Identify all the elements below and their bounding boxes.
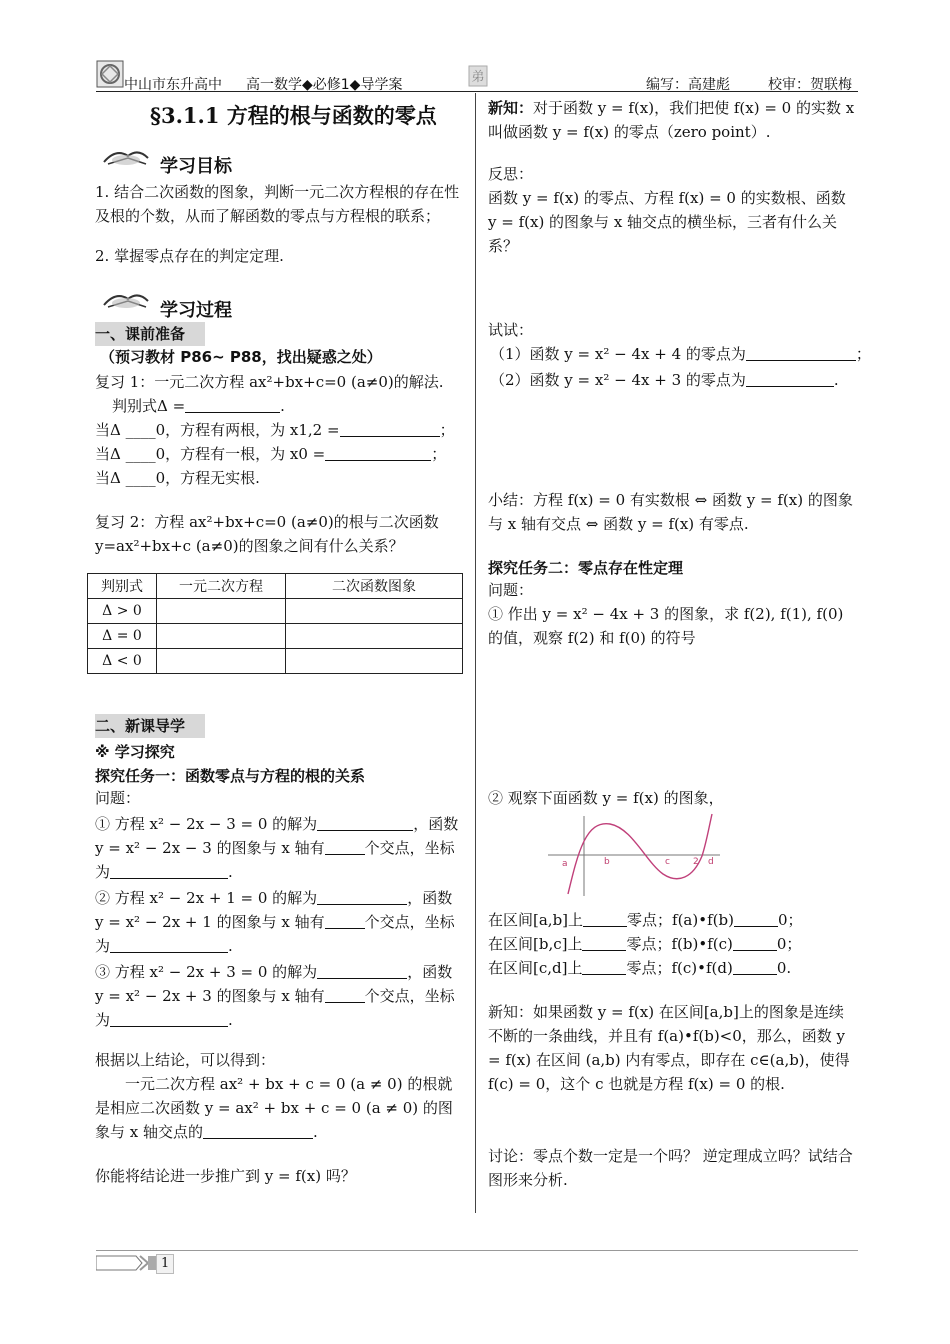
- task-2-heading: 探究任务二：零点存在性定理: [488, 559, 684, 577]
- summary: 小结：方程 f(x) = 0 有实数根 ⇔ 函数 y = f(x) 的图象与 x 轴有交点 ⇔ 函数 y = f(x) 有零点.: [488, 491, 853, 533]
- book-icon: [100, 140, 152, 168]
- try-1: （1）函数 y = x² − 4x + 4 的零点为: [490, 345, 746, 363]
- blank[interactable]: [746, 370, 834, 387]
- review-2b: y=ax²+bx+c (a≠0)的图象之间有什么关系？: [95, 537, 404, 555]
- review-1: 复习 1：一元二次方程 ax²+bx+c=0 (a≠0)的解法.: [95, 373, 444, 391]
- table-cell: Δ = 0: [88, 624, 157, 649]
- two-roots-line: 当Δ ____0，方程有两根，为 x1,2 =: [95, 421, 340, 439]
- generalize-question: 你能将结论进一步推广到 y = f(x) 吗？: [95, 1167, 356, 1185]
- q1-text: 个交点，坐标: [364, 839, 455, 857]
- goal-1: 1. 结合二次函数的图象，判断一元二次方程根的存在性及根的个数，从而了解函数的零点与方程根的联系；: [95, 183, 460, 225]
- question-label: 问题：: [95, 789, 141, 807]
- discussion: 讨论：零点个数一定是一个吗？ 逆定理成立吗？试结合图形来分析.: [488, 1147, 853, 1189]
- reviewer: 校审：贺联梅: [768, 77, 852, 93]
- header-rule: [96, 91, 858, 92]
- table-cell: Δ < 0: [88, 649, 157, 674]
- try-2: （2）函数 y = x² − 4x + 3 的零点为: [490, 371, 746, 389]
- table-cell[interactable]: [286, 599, 463, 624]
- table-cell[interactable]: [157, 649, 286, 674]
- interval-2: 在区间[b,c]上: [488, 935, 583, 953]
- svg-text:弟: 弟: [471, 70, 485, 85]
- editor: 编写：高建彪: [646, 77, 730, 93]
- conclusion-intro: 根据以上结论，可以得到：: [95, 1051, 276, 1069]
- arrow-tab-icon: [96, 1254, 156, 1272]
- blank[interactable]: [185, 396, 280, 413]
- page-number: 1: [156, 1254, 174, 1274]
- no-root-line: 当Δ ____0，方程无实根.: [95, 469, 260, 487]
- blank[interactable]: [582, 958, 626, 975]
- section-new: 二、新课导学: [95, 714, 205, 738]
- q1-text: y = x² − 2x − 3 的图象与 x 轴有: [95, 839, 325, 857]
- reflect-label: 反思：: [488, 165, 534, 183]
- q1-text: 为: [95, 863, 111, 881]
- footer-rule: [96, 1250, 858, 1251]
- blank[interactable]: [746, 344, 856, 361]
- q3-text: 为: [95, 1011, 111, 1029]
- function-graph: [548, 812, 723, 897]
- interval-1: 零点；f(a)•f(b): [627, 911, 734, 929]
- interval-1: 在区间[a,b]上: [488, 911, 584, 929]
- table-cell[interactable]: [286, 649, 463, 674]
- section-prep: 一、课前准备: [95, 322, 205, 346]
- discriminant-table: [87, 573, 463, 674]
- blank[interactable]: [583, 910, 627, 927]
- interval-3: 0.: [776, 959, 792, 977]
- blank[interactable]: [340, 420, 440, 437]
- one-root-line: 当Δ ____0，方程有一根，为 x0 =: [95, 445, 326, 463]
- table-header: 判别式: [88, 574, 157, 599]
- q3-text: y = x² − 2x + 3 的图象与 x 轴有: [95, 987, 325, 1005]
- blank[interactable]: [110, 936, 228, 953]
- q2-text: ② 方程 x² − 2x + 1 = 0 的解为: [95, 889, 318, 907]
- book-icon-2: [100, 283, 152, 311]
- blank[interactable]: [317, 814, 413, 831]
- process-heading: 学习过程: [160, 300, 232, 321]
- q1-text: ① 方程 x² − 2x − 3 = 0 的解为: [95, 815, 318, 833]
- review-2a: 复习 2：方程 ax²+bx+c=0 (a≠0)的根与二次函数: [95, 513, 439, 531]
- watermark-icon: [467, 64, 489, 88]
- table-header: 二次函数图象: [286, 574, 463, 599]
- table-cell[interactable]: [157, 624, 286, 649]
- blank[interactable]: [317, 888, 407, 905]
- graph-label-b: b: [604, 857, 610, 867]
- blank[interactable]: [203, 1122, 313, 1139]
- q3-text: ，函数: [407, 963, 453, 981]
- blank[interactable]: [733, 934, 777, 951]
- graph-label-a: a: [562, 859, 568, 869]
- new-knowledge-label: 新知：: [488, 99, 534, 117]
- problem-1: ① 作出 y = x² − 4x + 3 的图象，求 f(2), f(1), f(0) 的值，观察 f(2) 和 f(0) 的符号: [488, 605, 844, 647]
- conclusion-text: 一元二次方程 ax² + bx + c = 0 (a ≠ 0) 的根就是相应二次函数 y = ax² + bx + c = 0 (a ≠ 0) 的图象与 x 轴交点的: [95, 1075, 453, 1141]
- blank[interactable]: [582, 934, 626, 951]
- blank[interactable]: [325, 838, 365, 855]
- blank[interactable]: [325, 444, 431, 461]
- new-knowledge-2: 新知：如果函数 y = f(x) 在区间[a,b]上的图象是连续不断的一条曲线，并且有 f(a)•f(b)<0，那么，函数 y = f(x) 在区间 (a,b) 内有零点，即存在 c∈(a,b)，使得 f(c) = 0，这个 c 也就是方程 f(x) = 0 的根.: [488, 1003, 850, 1093]
- blank[interactable]: [734, 910, 778, 927]
- explore-heading: ※ 学习探究: [95, 743, 175, 761]
- school-name: 中山市东升高中: [124, 77, 222, 93]
- blank[interactable]: [325, 912, 365, 929]
- task-1-heading: 探究任务一：函数零点与方程的根的关系: [95, 767, 366, 785]
- column-divider: [475, 93, 476, 1213]
- table-cell: Δ > 0: [88, 599, 157, 624]
- question-label-2: 问题：: [488, 581, 534, 599]
- q2-text: 个交点，坐标: [364, 913, 455, 931]
- blank[interactable]: [110, 1010, 228, 1027]
- goal-2: 2. 掌握零点存在的判定定理.: [95, 247, 284, 265]
- table-cell[interactable]: [157, 599, 286, 624]
- new-knowledge-text: 对于函数 y = f(x)，我们把使 f(x) = 0 的实数 x 叫做函数 y = f(x) 的零点（zero point）.: [488, 99, 855, 141]
- function-curve: [568, 814, 712, 894]
- graph-label-2: 2: [693, 857, 699, 867]
- interval-2: 0；: [776, 935, 802, 953]
- q2-text: y = x² − 2x + 1 的图象与 x 轴有: [95, 913, 325, 931]
- blank[interactable]: [733, 958, 777, 975]
- q2-text: ，函数: [407, 889, 453, 907]
- problem-2: ② 观察下面函数 y = f(x) 的图象，: [488, 789, 724, 807]
- table-header: 一元二次方程: [157, 574, 286, 599]
- graph-label-d: d: [708, 857, 714, 867]
- interval-1: 0；: [777, 911, 803, 929]
- interval-3: 零点；f(c)•f(d): [626, 959, 733, 977]
- discriminant-label: 判别式Δ =: [112, 397, 186, 415]
- preview-note: （预习教材 P86~ P88，找出疑惑之处）: [100, 348, 382, 366]
- table-cell[interactable]: [286, 624, 463, 649]
- q3-text: 个交点，坐标: [364, 987, 455, 1005]
- blank[interactable]: [317, 962, 407, 979]
- interval-2: 零点；f(b)•f(c): [626, 935, 733, 953]
- page-title: §3.1.1 方程的根与函数的零点: [150, 103, 437, 128]
- q2-text: 为: [95, 937, 111, 955]
- q1-text: ，函数: [413, 815, 459, 833]
- try-label: 试试：: [488, 321, 534, 339]
- goals-heading: 学习目标: [160, 156, 232, 177]
- q3-text: ③ 方程 x² − 2x + 3 = 0 的解为: [95, 963, 318, 981]
- school-logo: [96, 60, 124, 88]
- interval-3: 在区间[c,d]上: [488, 959, 583, 977]
- graph-label-c: c: [665, 857, 670, 867]
- reflect-text: 函数 y = f(x) 的零点、方程 f(x) = 0 的实数根、函数 y = f(x) 的图象与 x 轴交点的横坐标，三者有什么关系？: [488, 189, 846, 255]
- blank[interactable]: [325, 986, 365, 1003]
- blank[interactable]: [110, 862, 228, 879]
- course-name: 高一数学◆必修1◆导学案: [246, 77, 403, 93]
